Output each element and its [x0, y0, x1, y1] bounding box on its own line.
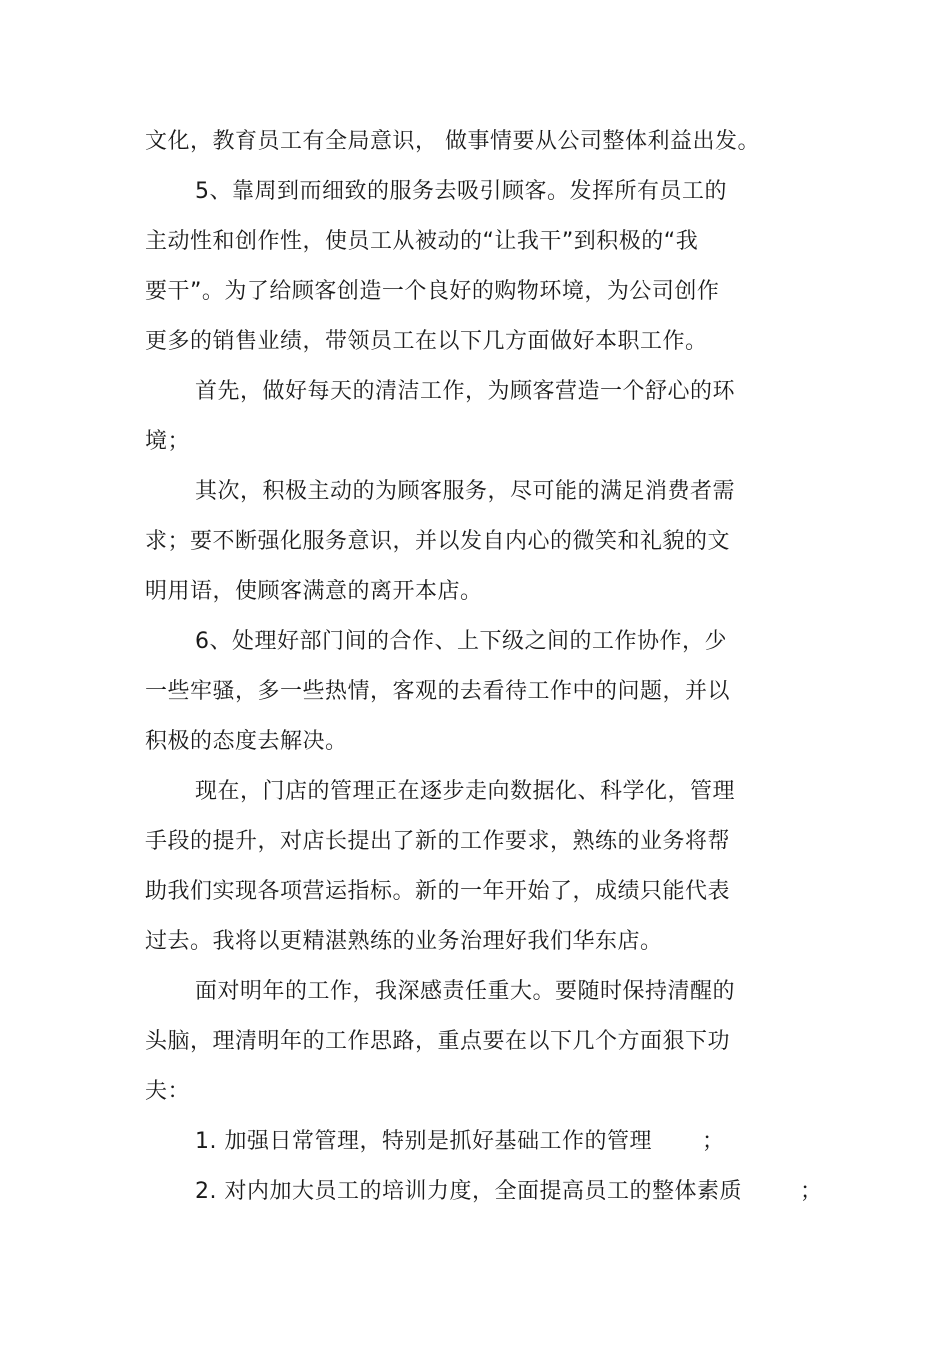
text-line: 首先，做好每天的清洁工作，为顾客营造一个舒心的环 — [195, 379, 736, 404]
list-item-end-punct: ； — [702, 1129, 725, 1154]
text-line: 境； — [145, 429, 191, 454]
list-item-text: 2. 对内加大员工的培训力度，全面提高员工的整体素质 — [195, 1179, 742, 1204]
text-line: 文化，教育员工有全局意识， 做事情要从公司整体利益出发。 — [145, 129, 760, 154]
text-line: 夫： — [145, 1079, 191, 1104]
text-line: 5、靠周到而细致的服务去吸引顾客。发挥所有员工的 — [195, 179, 727, 204]
text-line: 头脑，理清明年的工作思路，重点要在以下几个方面狠下功 — [145, 1029, 731, 1054]
text-line: 手段的提升，对店长提出了新的工作要求，熟练的业务将帮 — [145, 829, 731, 854]
text-line: 更多的销售业绩，带领员工在以下几方面做好本职工作。 — [145, 329, 708, 354]
list-item-text: 1. 加强日常管理，特别是抓好基础工作的管理 — [195, 1129, 652, 1154]
text-line: 明用语，使顾客满意的离开本店。 — [145, 579, 483, 604]
text-line: 6、处理好部门间的合作、上下级之间的工作协作，少 — [195, 629, 727, 654]
list-item-end-punct: ； — [800, 1179, 823, 1204]
text-line: 求；要不断强化服务意识，并以发自内心的微笑和礼貌的文 — [145, 529, 731, 554]
text-line: 主动性和创作性，使员工从被动的“让我干”到积极的“我 — [145, 229, 699, 254]
text-line: 现在，门店的管理正在逐步走向数据化、科学化，管理 — [195, 779, 736, 804]
text-line: 面对明年的工作，我深感责任重大。要随时保持清醒的 — [195, 979, 736, 1004]
text-line: 积极的态度去解决。 — [145, 729, 348, 754]
text-line: 其次，积极主动的为顾客服务，尽可能的满足消费者需 — [195, 479, 736, 504]
text-line: 要干”。为了给顾客创造一个良好的购物环境，为公司创作 — [145, 279, 720, 304]
text-line: 一些牢骚，多一些热情，客观的去看待工作中的问题，并以 — [145, 679, 731, 704]
text-line: 助我们实现各项营运指标。新的一年开始了，成绩只能代表 — [145, 879, 731, 904]
text-line: 过去。我将以更精湛熟练的业务治理好我们华东店。 — [145, 929, 663, 954]
